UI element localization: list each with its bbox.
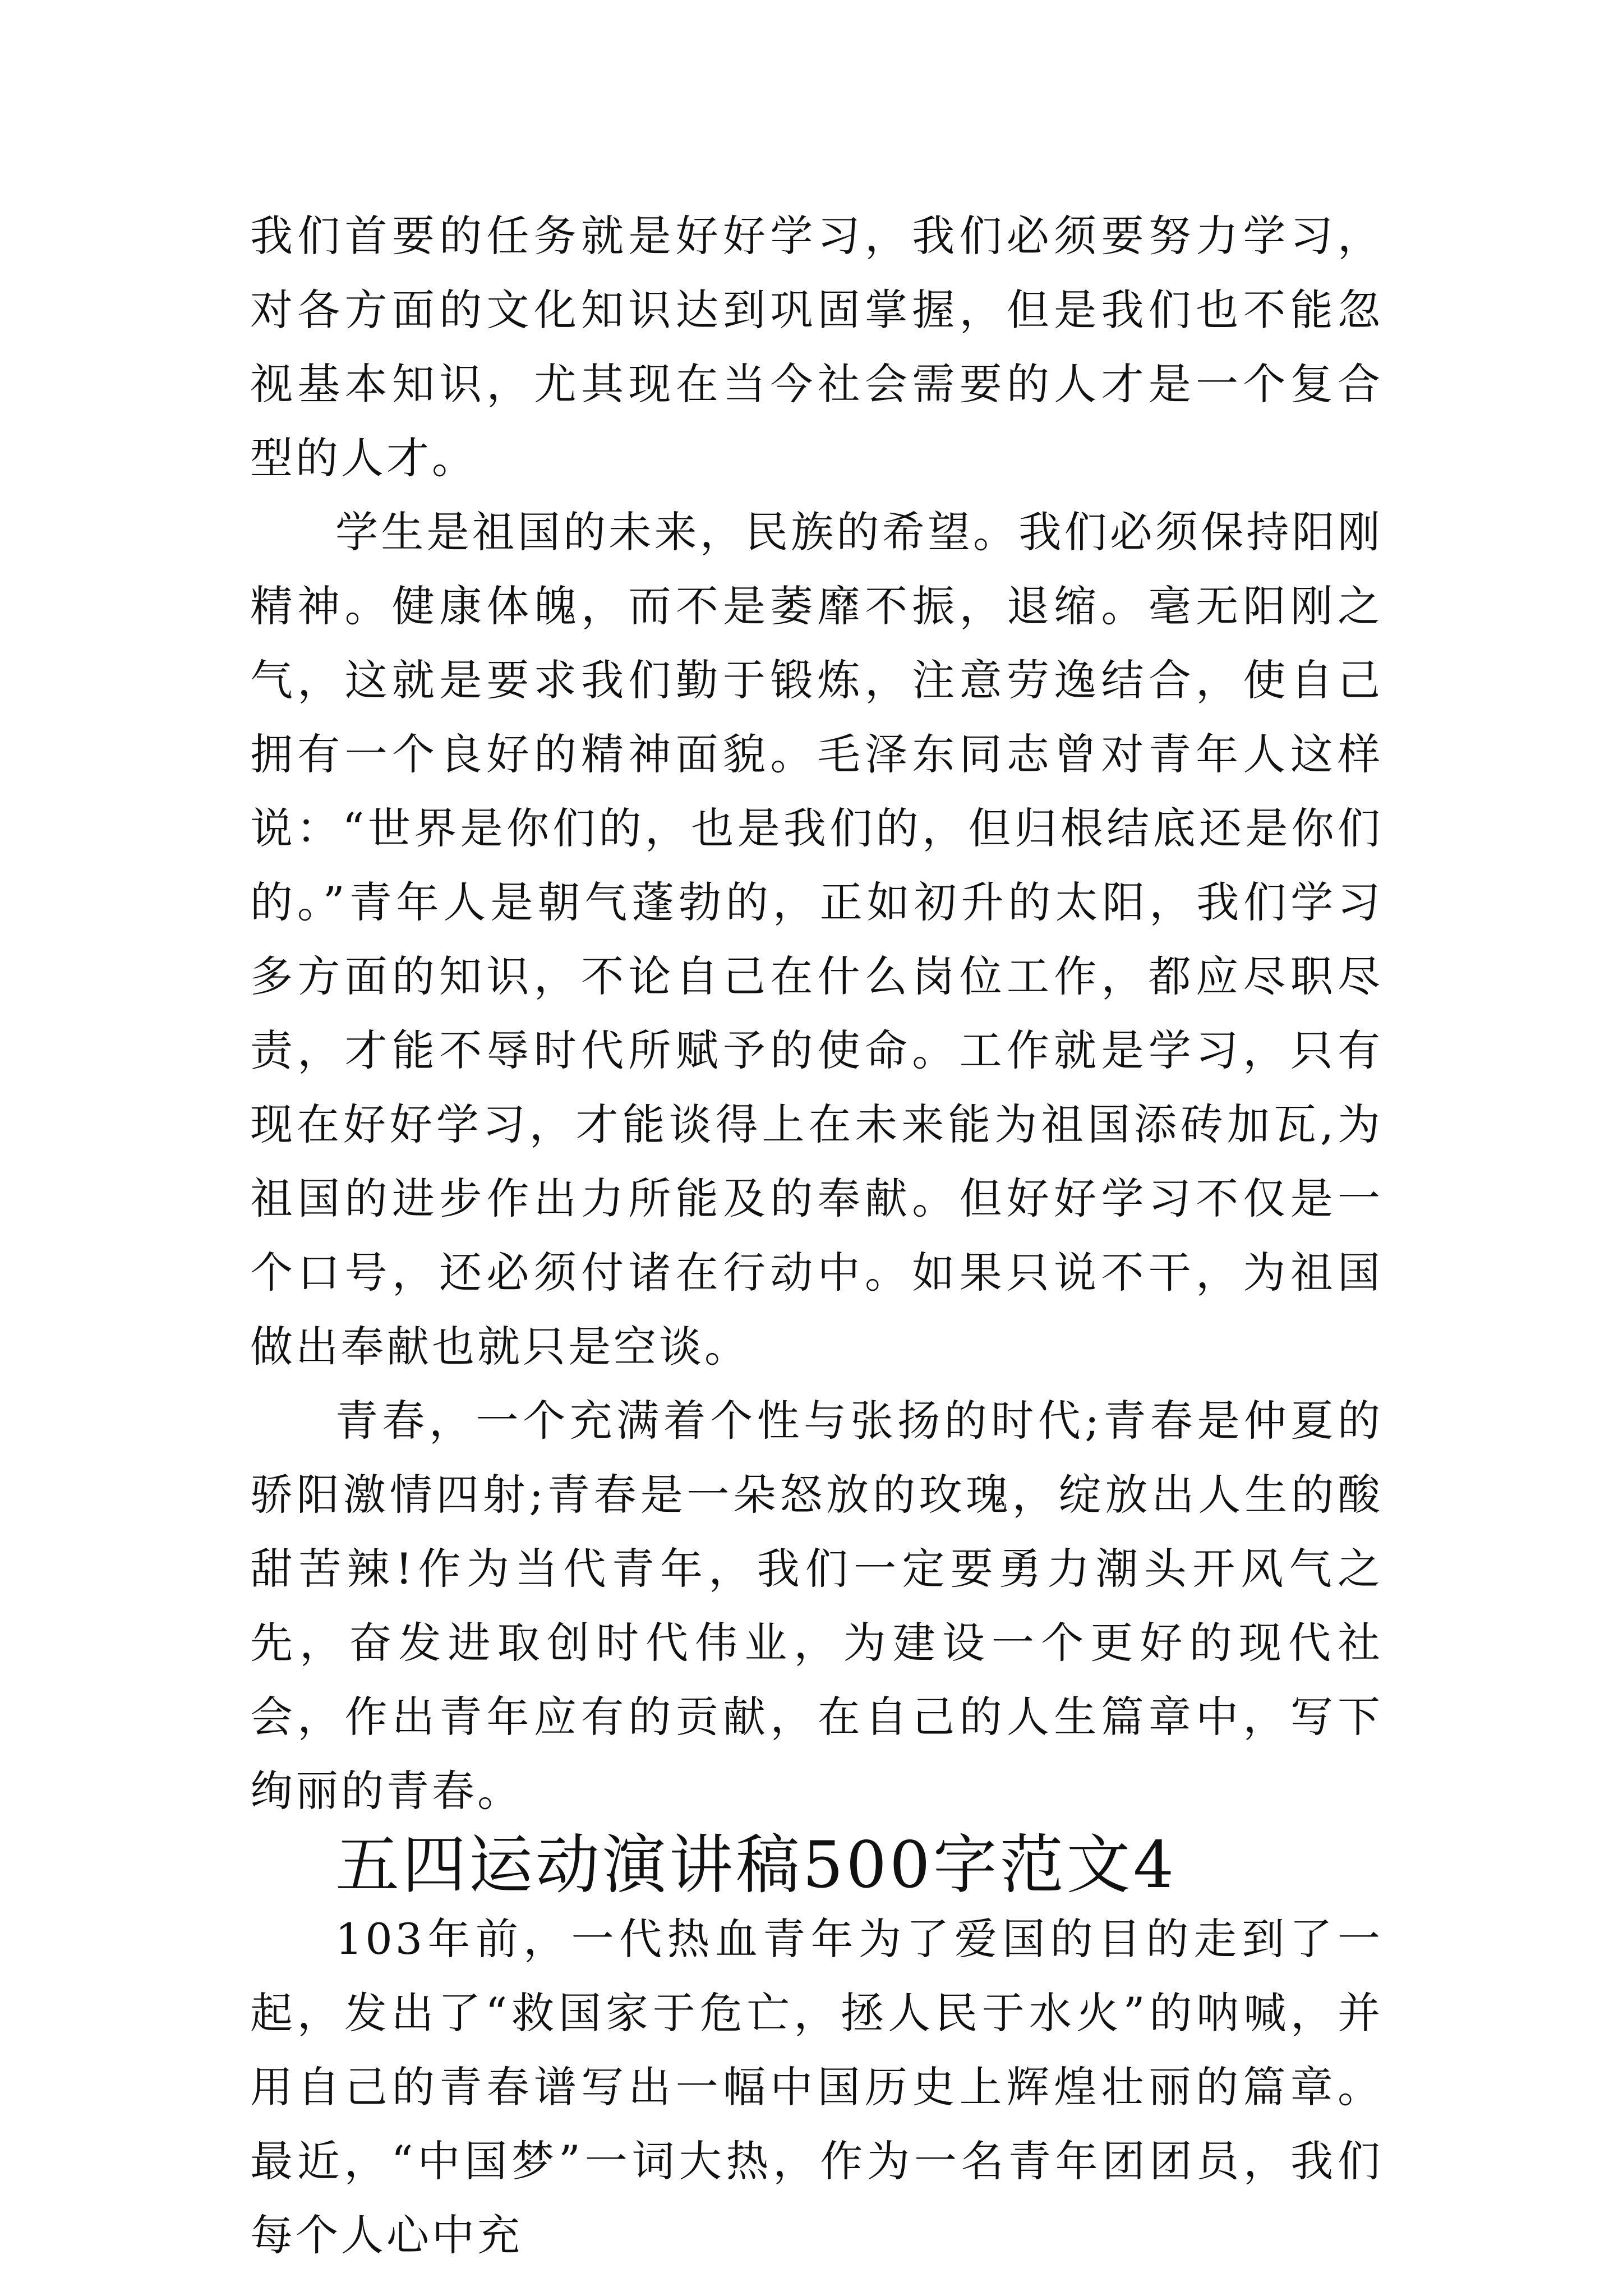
document-body bbox=[250, 199, 1383, 2272]
paragraph-4: 103年前，一代热血青年为了爱国的目的走到了一起，发出了“救国家于危亡，拯人民于水火”的呐喊，并用自己的青春谱写出一幅中国历史上辉煌壮丽的篇章。最近，“中国梦”一词大热，作为一名青年团团员，我们每个人心中充 bbox=[250, 1914, 1383, 2260]
paragraph-1: 我们首要的任务就是好好学习，我们必须要努力学习，对各方面的文化知识达到巩固掌握，但是我们也不能忽视基本知识，尤其现在当今社会需要的人才是一个复合型的人才。 bbox=[250, 211, 1383, 483]
paragraph-2: 学生是祖国的未来，民族的希望。我们必须保持阳刚精神。健康体魄，而不是萎靡不振，退缩。毫无阳刚之气，这就是要求我们勤于锻炼，注意劳逸结合，使自己拥有一个良好的精神面貌。毛泽东同志曾对青年人这样说：“世界是你们的，也是我们的，但归根结底还是你们的。”青年人是朝气蓬勃的，正如初升的太阳，我们学习多方面的知识，不论自己在什么岗位工作，都应尽职尽责，才能不辱时代所赋予的使命。工作就是学习，只有现在好好学习，才能谈得上在未来能为祖国添砖加瓦,为祖国的进步作出力所能及的奉献。但好好学习不仅是一个口号，还必须付诸在行动中。如果只说不干，为祖国做出奉献也就只是空谈。 bbox=[250, 507, 1383, 1372]
section-heading: 五四运动演讲稿500字范文4 bbox=[335, 1828, 1177, 1902]
paragraph-3: 青春，一个充满着个性与张扬的时代;青春是仲夏的骄阳激情四射;青春是一朵怒放的玫瑰，绽放出人生的酸甜苦辣!作为当代青年，我们一定要勇力潮头开风气之先，奋发进取创时代伟业，为建设一个更好的现代社会，作出青年应有的贡献，在自己的人生篇章中，写下绚丽的青春。 bbox=[250, 1396, 1383, 1816]
